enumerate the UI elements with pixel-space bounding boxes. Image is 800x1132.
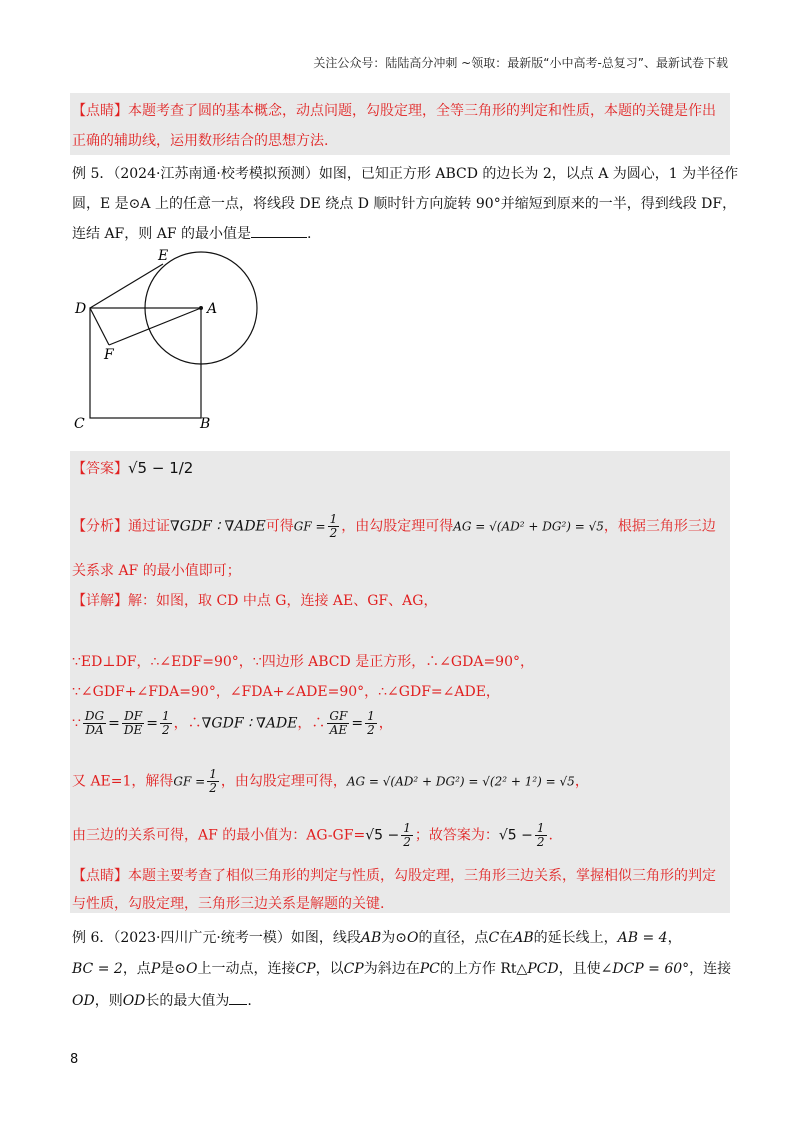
prev-comment-line1: [72, 100, 716, 120]
detail-s4-a: 又 AE=1，解得: [72, 773, 174, 790]
frac-gf-ae: $\frac{GF}{AE}$: [329, 709, 348, 737]
example5-question: 连结 AF，则 AF 的最小值是: [72, 226, 251, 242]
page-header: 关注公众号：陆陆高分冲刺 ~领取：最新版“小中高考-总复习”、最新试卷下载: [313, 56, 728, 70]
segment-de: [90, 264, 163, 308]
frac-one-half-2: $\frac{1}{2}$: [367, 709, 375, 737]
label-b: B: [200, 416, 211, 432]
segment-df: [90, 308, 109, 345]
analysis-t1: 通过证: [128, 518, 170, 535]
detail-intro-text: 解：如图，取 CD 中点 G，连接 AE、GF、AG，: [128, 593, 438, 609]
comment-text1: 本题主要考查了相似三角形的判定与性质，勾股定理，三角形三边关系，掌握相似三角形的判定: [128, 868, 716, 884]
label-d: D: [75, 301, 87, 317]
example5-line1: 例 5．（2024·江苏南通·校考模拟预测）如图，已知正方形 ABCD 的边长为 2，以点 A 为圆心，1 为半径作: [72, 166, 739, 182]
detail-step5: 由三边的关系可得，AF 的最小值为：AG-GF=√5 − $\frac{1}{2}$ ；故答案为：√5 − $\frac{1}{2}$ .: [72, 821, 553, 849]
label-e: E: [158, 248, 169, 264]
example6-answer-blank: [229, 992, 247, 1005]
detail-therefore2: ，∴: [297, 715, 326, 732]
answer-expression: √5 − 1/2: [128, 459, 194, 477]
example6-line2: BC = 2，点P是⊙O上一动点，连接CP，以CP为斜边在PC的上方作 Rt△PCD，且使∠DCP = 60°，连接: [72, 961, 732, 977]
analysis-tag: 【分析】: [72, 518, 128, 535]
answer-blank: [251, 225, 307, 238]
detail-step4: 又 AE=1，解得GF = $\frac{1}{2}$ ，由勾股定理可得，AG = √(AD² + DG²) = √(2² + 1²) = √5，: [72, 767, 589, 795]
comment-line1: [72, 865, 716, 885]
detail-step1: ∵ED⊥DF，∴∠EDF=90°，∵四边形 ABCD 是正方形，∴∠GDA=90°，: [72, 654, 534, 670]
detail-step2: ∵∠GDF+∠FDA=90°，∠FDA+∠ADE=90°，∴∠GDF=∠ADE，: [72, 684, 500, 700]
frac-gf-half: $\frac{1}{2}$: [209, 767, 217, 795]
example5-line2: 圆，E 是⊙A 上的任意一点，将线段 DE 绕点 D 顺时针方向旋转 90°并缩短到原来的一半，得到线段 DF，: [72, 196, 737, 212]
label-c: C: [74, 416, 85, 432]
analysis-frac-half: $\frac{1}{2}$: [329, 512, 338, 540]
prev-comment-line2: 正确的辅助线，运用数形结合的思想方法.: [72, 133, 329, 149]
answer-line: [72, 458, 193, 478]
analysis-t2: 可得: [265, 518, 294, 535]
detail-step3: ∵ $\frac{DG}{DA}$ = $\frac{DF}{DE}$ = $\frac{1}{2}$ ，∴∇GDF ∶ ∇ADE，∴ $\frac{GF}{AE}$ = $\frac{1}{2}$ ，: [72, 709, 393, 737]
analysis-ag: AG = √(AD² + DG²) = √5: [453, 519, 604, 534]
frac-min-half: $\frac{1}{2}$: [403, 821, 411, 849]
example6-line3: OD，则OD长的最大值为 .: [72, 993, 252, 1009]
frac-final-half: $\frac{1}{2}$: [536, 821, 545, 849]
answer-tag: 【答案】: [72, 461, 128, 477]
analysis-line2: 关系求 AF 的最小值即可；: [72, 563, 241, 579]
analysis-gf: GF =: [293, 519, 326, 534]
example6-line1: 例 6．（2023·四川广元·统考一模）如图，线段AB为⊙O的直径，点C在AB的延长线上，AB = 4，: [72, 930, 682, 946]
prev-comment-tag: 【点睛】: [72, 103, 128, 119]
detail-tag: 【详解】: [72, 593, 128, 609]
example5-line3: [72, 223, 311, 243]
detail-ag-calc: AG = √(AD² + DG²) = √(2² + 1²) = √5: [346, 774, 575, 789]
detail-therefore: ，∴: [173, 715, 202, 732]
label-a: A: [207, 301, 218, 317]
frac-dg-da: $\frac{DG}{DA}$: [84, 709, 105, 737]
frac-one-half: $\frac{1}{2}$: [162, 709, 170, 737]
comment-tag: 【点睛】: [72, 868, 128, 884]
prev-comment-text1: 本题考查了圆的基本概念，动点问题，勾股定理，全等三角形的判定和性质，本题的关键是作出: [128, 103, 716, 119]
detail-similar: ∇GDF ∶ ∇ADE: [201, 715, 298, 732]
analysis-similar: ∇GDF ∶ ∇ADE: [170, 518, 266, 535]
label-f: F: [104, 347, 114, 363]
analysis-t3: ，由勾股定理可得: [341, 518, 454, 535]
analysis-line1: [72, 513, 716, 540]
comment-line2: 与性质，勾股定理，三角形三边关系是解题的关键.: [72, 896, 385, 912]
example5-period: .: [307, 226, 312, 242]
detail-s5-a: 由三边的关系可得，AF 的最小值为：AG-GF=: [72, 827, 366, 844]
page-number: 8: [70, 1052, 79, 1067]
frac-df-de: $\frac{DF}{DE}$: [123, 709, 143, 737]
detail-s5-b: ；故答案为：: [414, 827, 499, 844]
detail-intro: [72, 590, 437, 610]
detail-because: ∵: [72, 715, 81, 732]
detail-s4-b: ，由勾股定理可得，: [220, 773, 347, 790]
geometry-figure: [68, 246, 268, 436]
square-abcd: [90, 308, 201, 418]
center-a-dot: [199, 306, 203, 310]
analysis-t4: ，根据三角形三边: [603, 518, 716, 535]
